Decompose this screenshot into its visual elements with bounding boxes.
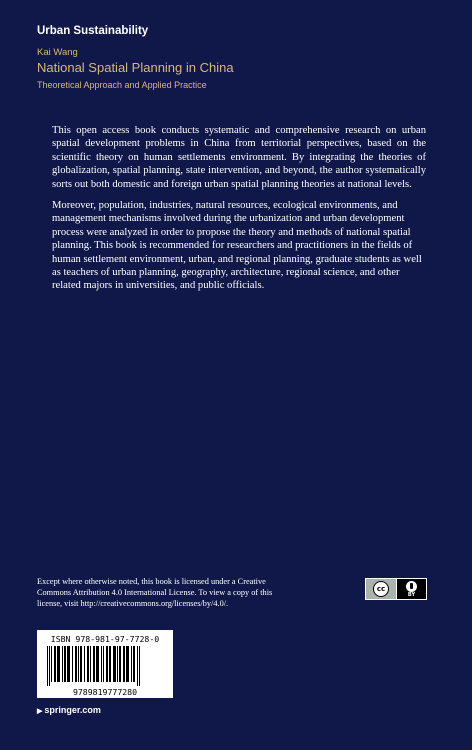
barcode-bars (47, 646, 163, 686)
license-notice: Except where otherwise noted, this book is licensed under a Creative Commons Attribution 4.0 International License. To view a copy of this license, visit http://creativecommons.org/licenses/by/4.0/. (37, 577, 273, 609)
book-subtitle: Theoretical Approach and Applied Practice (37, 80, 207, 90)
publisher-url: springer.com (44, 705, 101, 715)
isbn-label: ISBN 978-981-97-7728-0 (50, 634, 160, 644)
blurb-paragraph-2: Moreover, population, industries, natural resources, ecological environments, and management mechanisms involved during the urbanization and urban development process were analyzed in order to propose the theory and methods of national spatial planning. This book is recommended for researchers and practitioners in the fields of human settlement environment, urban, and regional planning, graduate students as well as teachers of urban planning, geography, architecture, regional science, and other related majors in universities, and public officials. (52, 200, 422, 292)
back-cover-blurb (52, 124, 426, 301)
by-label: BY (407, 591, 416, 598)
series-name: Urban Sustainability (37, 25, 149, 37)
author-name: Kai Wang (37, 47, 78, 58)
cc-icon: cc (373, 581, 389, 597)
barcode-digits: 9789819777280 (72, 687, 138, 697)
publisher-link (37, 705, 101, 715)
attribution-person-icon (406, 581, 417, 592)
arrow-right-icon: ▶ (37, 708, 43, 715)
blurb-paragraph-1: This open access book conducts systematic and comprehensive research on urban spatial development problems in China from territorial perspectives, based on the scientific theory on human settlements environment. By integrating the theories of globalization, spatial planning, state intervention, and beyond, the author systematically sorts out both domestic and foreign urban spatial planning theories at national levels. (52, 125, 426, 190)
cc-by-license-badge (365, 578, 427, 600)
isbn-barcode (37, 630, 173, 698)
book-title: National Spatial Planning in China (37, 60, 234, 75)
